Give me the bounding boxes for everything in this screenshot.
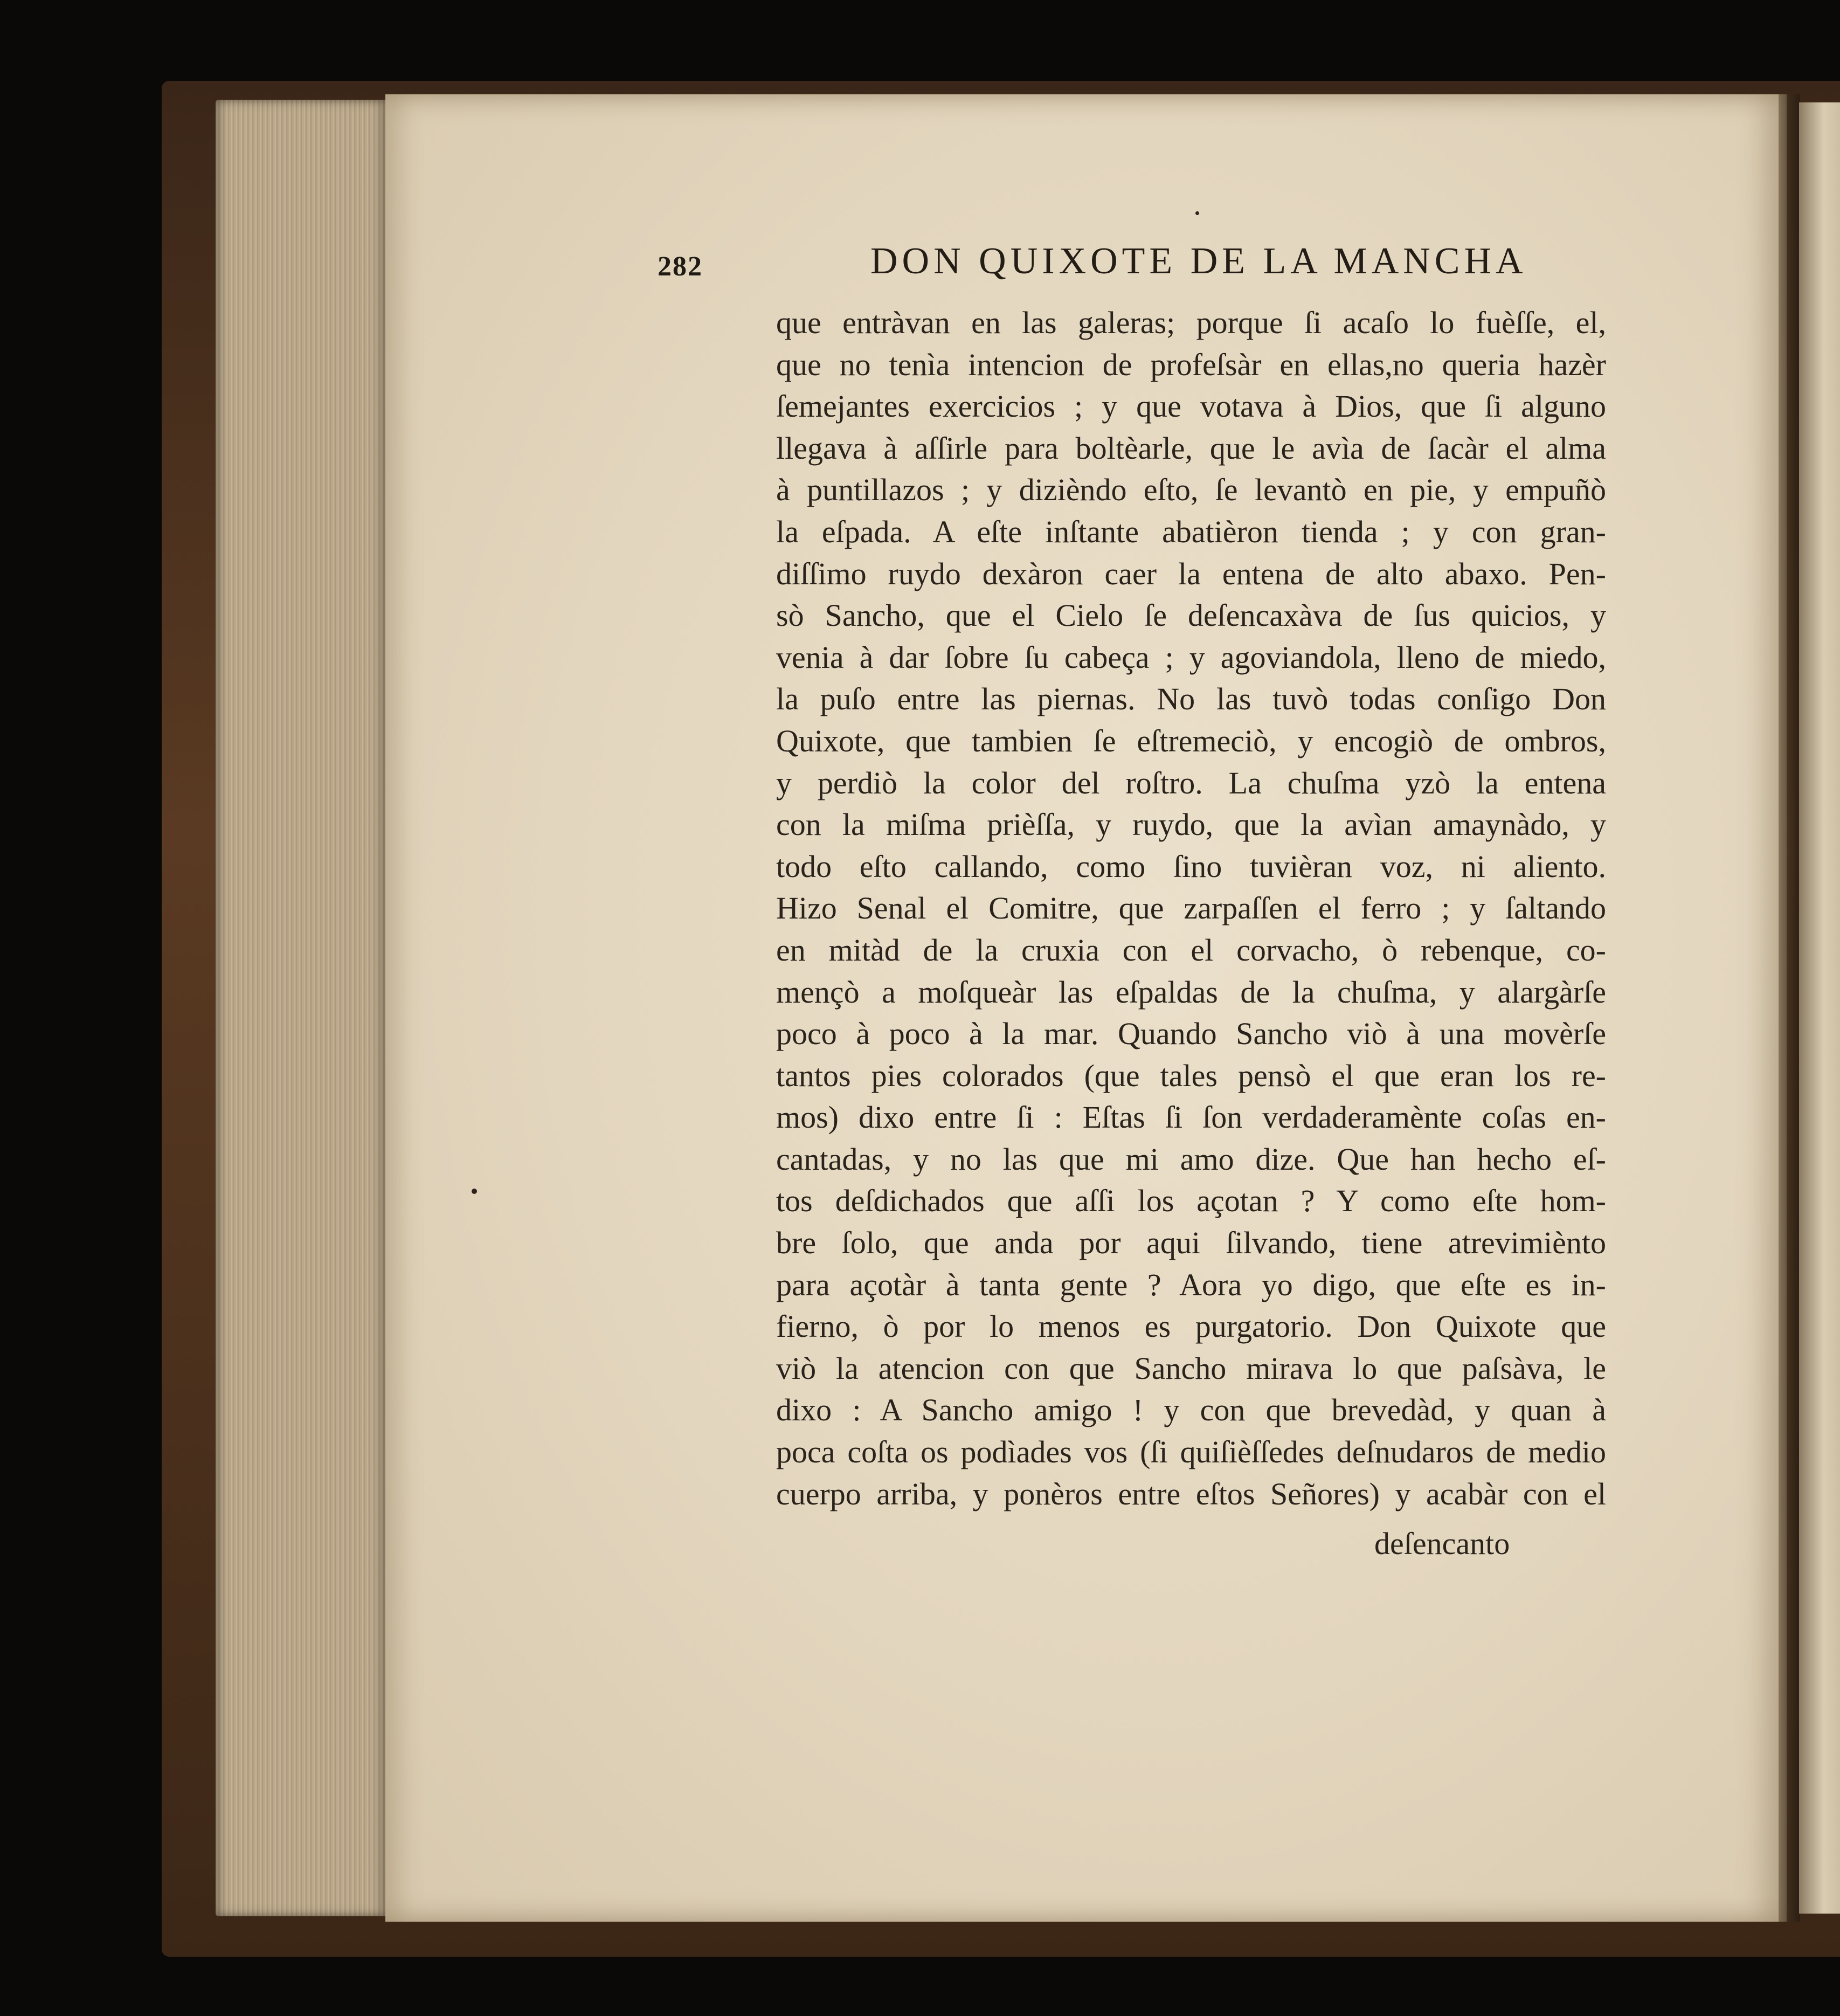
text-line: venia à dar ſobre ſu cabeça ; y agoviandola, lleno de miedo, [776, 639, 1606, 675]
page-edges [216, 100, 388, 1916]
text-line: en mitàd de la cruxia con el corvacho, ò rebenque, co- [776, 932, 1606, 968]
text-line: todo eſto callando, como ſino tuvièran voz, ni aliento. [776, 848, 1606, 884]
text-line: llegava à aſſirle para boltèarle, que le avìa de ſacàr el alma [776, 430, 1606, 466]
text-line: la puſo entre las piernas. No las tuvò todas conſigo Don [776, 681, 1606, 717]
paper-speck [472, 1189, 477, 1194]
text-line: poca coſta os podìades vos (ſi quiſièſſedes deſnudaros de medio [776, 1434, 1606, 1470]
body-text [776, 302, 1606, 1515]
text-line: con la miſma prièſſa, y ruydo, que la avìan amaynàdo, y [776, 807, 1606, 843]
catchword: deſencanto [1374, 1526, 1510, 1561]
text-line: Hizo Senal el Comitre, que zarpaſſen el ferro ; y ſaltando [776, 890, 1606, 926]
text-line: bre ſolo, que anda por aqui ſilvando, tiene atrevimiènto [776, 1225, 1606, 1261]
text-line: tos deſdichados que aſſi los açotan ? Y como eſte hom- [776, 1183, 1606, 1219]
text-line: la eſpada. A eſte inſtante abatièron tienda ; y con gran- [776, 514, 1606, 549]
text-line: dixo : A Sancho amigo ! y con que brevedàd, y quan à [776, 1392, 1606, 1428]
text-line: que no tenìa intencion de profeſsàr en ellas,no queria hazèr [776, 347, 1606, 382]
text-line: que entràvan en las galeras; porque ſi acaſo lo fuèſſe, el, [776, 305, 1606, 340]
text-line: diſſimo ruydo dexàron caer la entena de alto abaxo. Pen- [776, 556, 1606, 591]
text-line: mos) dixo entre ſi : Eſtas ſi ſon verdaderamènte coſas en- [776, 1100, 1606, 1135]
page-number: 282 [658, 251, 703, 282]
text-line: mençò a moſqueàr las eſpaldas de la chuſma, y alargàrſe [776, 974, 1606, 1010]
text-line: sò Sancho, que el Cielo ſe deſencaxàva de ſus quicios, y [776, 598, 1606, 633]
text-line: cuerpo arriba, y ponèros entre eſtos Señores) y acabàr con el [776, 1476, 1606, 1511]
running-head: DON QUIXOTE DE LA MANCHA [870, 240, 1527, 282]
text-line: tantos pies colorados (que tales pensò el que eran los re- [776, 1058, 1606, 1093]
text-line: ſemejantes exercicios ; y que votava à Dios, que ſi alguno [776, 389, 1606, 424]
text-line: y perdiò la color del roſtro. La chuſma yzò la entena [776, 765, 1606, 800]
facing-page-edge [1799, 102, 1840, 1914]
text-line: poco à poco à la mar. Quando Sancho viò à una movèrſe [776, 1016, 1606, 1052]
text-line: cantadas, y no las que mi amo dize. Que han hecho eſ- [776, 1141, 1606, 1177]
text-line: Quixote, que tambien ſe eſtremeciò, y encogiò de ombros, [776, 723, 1606, 758]
text-line: fierno, ò por lo menos es purgatorio. Don Quixote que [776, 1309, 1606, 1344]
paper-speck [1195, 211, 1199, 215]
page-header [658, 240, 1606, 294]
gutter-shadow [1779, 94, 1800, 1922]
text-line: viò la atencion con que Sancho mirava lo que paſsàva, le [776, 1350, 1606, 1386]
text-line: à puntillazos ; y dizièndo eſto, ſe levantò en pie, y empuñò [776, 472, 1606, 508]
text-line: para açotàr à tanta gente ? Aora yo digo, que eſte es in- [776, 1267, 1606, 1302]
